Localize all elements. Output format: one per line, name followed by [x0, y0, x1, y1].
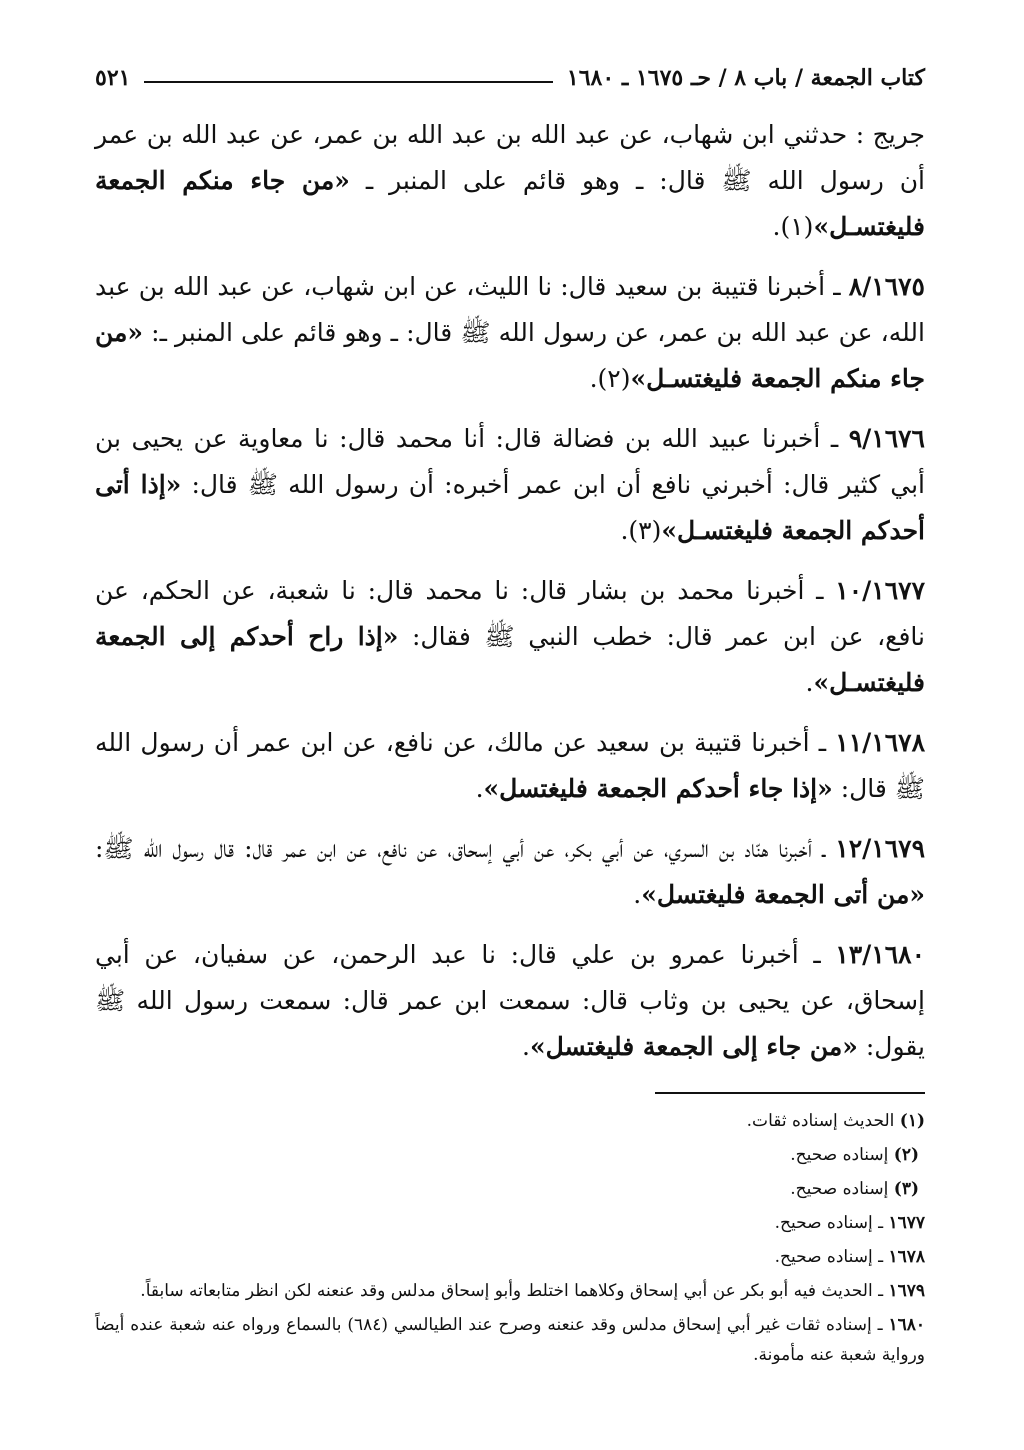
hadith-number: ٨/١٦٧٥ — [848, 272, 925, 301]
footnote — [95, 1242, 925, 1272]
hadith-text: ـ أخبرنا قتيبة بن سعيد قال: نا الليث، عن ابن شهاب، عن عبد الله بن عبد الله، عن عبد الله بن عمر، عن رسول الله ﷺ قال: ـ وهو قائم على المنبر ـ: — [95, 272, 925, 347]
hadith-paragraph-1680 — [95, 932, 925, 1070]
page-number: ٥٢١ — [95, 65, 131, 91]
hadith-quote: «من جاء إلى الجمعة فليغتسل» — [529, 1032, 858, 1061]
footnote-reference: (١). — [772, 212, 814, 241]
footnote — [95, 1140, 925, 1170]
hadith-text: ـ أخبرنا هنّاد بن السري، عن أبي بكر، عن أبي إسحاق، عن نافع، عن ابن عمر قال: قال رسول الله ﷺ: — [95, 834, 836, 863]
hadith-quote: «إذا أتى أحدكم الجمعة فليغتسـل» — [95, 470, 925, 545]
footnote-key: ١٦٧٩ — [888, 1281, 925, 1301]
book-page — [95, 58, 925, 1428]
footnote-key: ١٦٨٠ — [888, 1315, 925, 1335]
hadith-number: ١٠/١٦٧٧ — [835, 576, 925, 605]
footnote-reference: (٢). — [589, 364, 631, 393]
hadith-text: ـ أخبرنا عمرو بن علي قال: نا عبد الرحمن، عن سفيان، عن أبي إسحاق، عن يحيى بن وثاب قال: سمعت ابن عمر قال: سمعت رسول الله ﷺ يقول: — [95, 940, 925, 1061]
hadith-number: ١١/١٦٧٨ — [835, 728, 925, 757]
footnote — [95, 1106, 925, 1136]
hadith-paragraph-1677 — [95, 568, 925, 706]
footnote — [95, 1310, 925, 1370]
hadith-quote: «من جاء منكم الجمعة فليغتسـل» — [95, 318, 925, 393]
hadith-number: ١٣/١٦٨٠ — [835, 940, 925, 969]
footnote-text: ـ إسناده صحيح. — [774, 1247, 889, 1267]
running-header — [95, 58, 925, 98]
hadith-quote: «من جاء منكم الجمعة فليغتسـل» — [95, 166, 925, 241]
footnote-reference: (٣). — [620, 516, 662, 545]
hadith-number: ١٢/١٦٧٩ — [835, 834, 925, 863]
hadith-quote: «إذا جاء أحدكم الجمعة فليغتسل» — [483, 774, 833, 803]
footnote-text: ـ إسناده ثقات غير أبي إسحاق مدلس وقد عنعنه وصرح عند الطيالسي (٦٨٤) بالسماع ورواه عنه شعبة عنده أيضاً ورواية شعبة عنه مأمونة. — [95, 1315, 925, 1365]
footnote-key: ١٦٧٧ — [888, 1213, 925, 1233]
footnote-text: إسناده صحيح. — [790, 1145, 894, 1165]
running-header-title: كتاب الجمعة / باب ٨ / حـ ١٦٧٥ ـ ١٦٨٠ — [566, 65, 925, 91]
paragraph-end: . — [475, 774, 484, 803]
paragraph-end: . — [805, 668, 814, 697]
footnote-text: الحديث إسناده ثقات. — [746, 1111, 900, 1131]
hadith-number: ٩/١٦٧٦ — [848, 424, 925, 453]
hadith-paragraph-1675 — [95, 264, 925, 402]
paragraph-end: . — [633, 880, 642, 909]
footnote-text: ـ إسناده صحيح. — [774, 1213, 889, 1233]
footnotes — [95, 1106, 925, 1370]
hadith-paragraph-1678 — [95, 720, 925, 812]
hadith-text: جريج : حدثني ابن شهاب، عن عبد الله بن عبد الله بن عمر، عن عبد الله بن عمر أن رسول الله ﷺ قال: ـ وهو قائم على المنبر ـ — [95, 120, 925, 195]
footnote — [95, 1174, 925, 1204]
hadith-text: ـ أخبرنا قتيبة بن سعيد عن مالك، عن نافع، عن ابن عمر أن رسول الله ﷺ قال: — [95, 728, 925, 803]
footnote-key: (١) — [899, 1111, 925, 1131]
footnote — [95, 1208, 925, 1238]
hadith-paragraph-1679 — [95, 826, 925, 918]
footnote-key: ١٦٧٨ — [888, 1247, 925, 1267]
hadith-quote: «من أتى الجمعة فليغتسل» — [641, 880, 925, 909]
paragraph-end: . — [522, 1032, 530, 1061]
footnote-key: (٣) — [893, 1179, 919, 1199]
hadith-paragraph-continuation — [95, 112, 925, 250]
header-rule — [144, 81, 552, 83]
hadith-quote: «إذا راح أحدكم إلى الجمعة فليغتسـل» — [95, 622, 925, 697]
hadith-text: ـ أخبرنا عبيد الله بن فضالة قال: أنا محمد قال: نا معاوية عن يحيى بن أبي كثير قال: أخبرني نافع أن ابن عمر أخبره: أن رسول الله ﷺ قال: — [95, 424, 925, 499]
hadith-paragraph-1676 — [95, 416, 925, 554]
footnote-separator — [655, 1092, 925, 1094]
hadith-body — [95, 112, 925, 1070]
footnote-key: (٢) — [893, 1145, 919, 1165]
footnote-text: ـ الحديث فيه أبو بكر عن أبي إسحاق وكلاهما اختلط وأبو إسحاق مدلس وقد عنعنه لكن انظر متابعاته سابقاً. — [140, 1281, 889, 1301]
footnote-text: إسناده صحيح. — [790, 1179, 894, 1199]
hadith-text: ـ أخبرنا محمد بن بشار قال: نا محمد قال: نا شعبة، عن الحكم، عن نافع، عن ابن عمر قال: خطب النبي ﷺ فقال: — [95, 576, 926, 651]
footnote — [95, 1276, 925, 1306]
